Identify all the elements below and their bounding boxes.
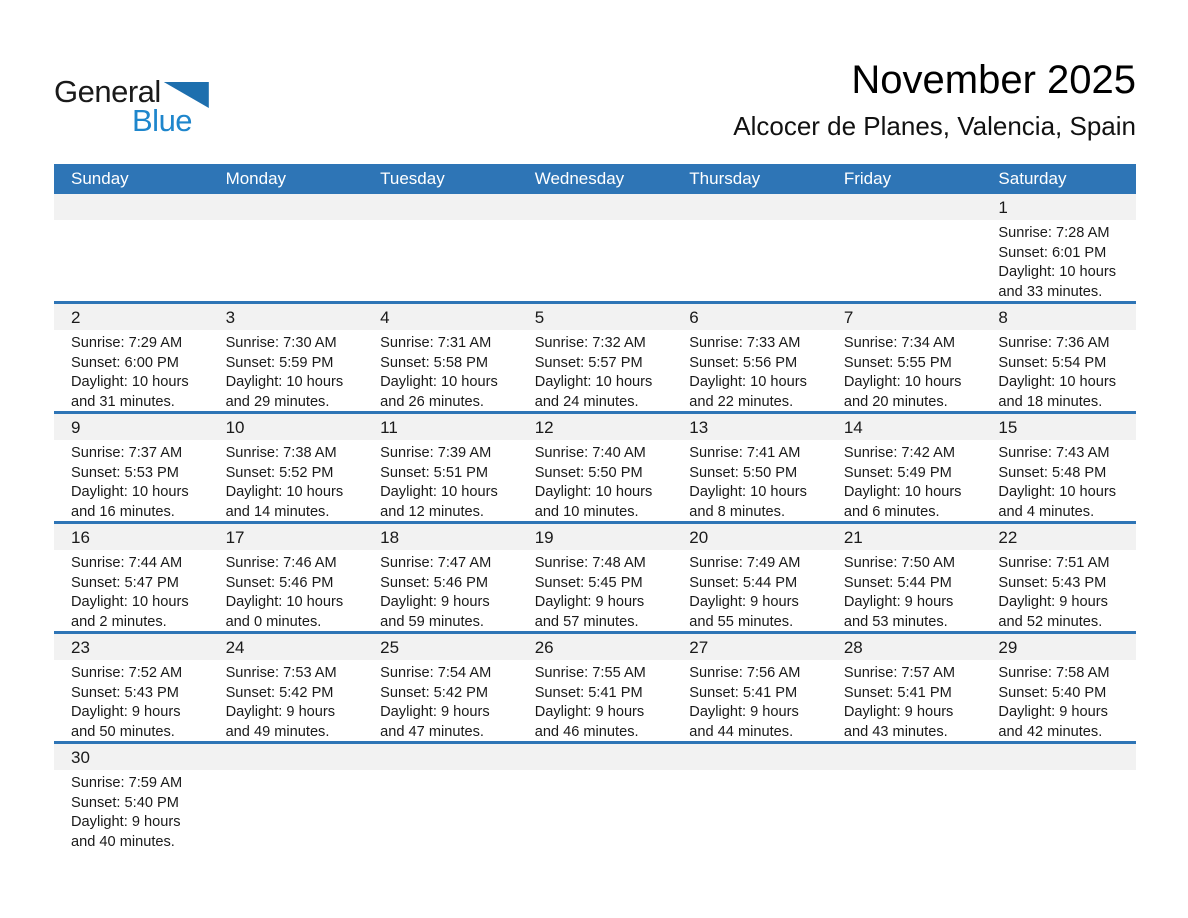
day-cell-27 bbox=[672, 634, 827, 741]
day-detail-line: and 26 minutes. bbox=[380, 393, 484, 410]
empty-cell bbox=[827, 194, 982, 301]
week-row-6 bbox=[54, 744, 1136, 854]
day-cell-6 bbox=[672, 304, 827, 411]
day-number: 12 bbox=[534, 418, 554, 437]
weekday-header-row bbox=[54, 164, 1136, 194]
day-detail-line: Sunset: 5:41 PM bbox=[534, 684, 643, 701]
day-detail-line: Sunset: 5:45 PM bbox=[534, 574, 643, 591]
day-detail-line: and 44 minutes. bbox=[689, 723, 794, 740]
day-detail-line: Daylight: 10 hours bbox=[225, 594, 344, 611]
day-detail-line: and 46 minutes. bbox=[534, 723, 639, 740]
day-number: 28 bbox=[843, 638, 863, 657]
day-detail-line: and 49 minutes. bbox=[225, 723, 330, 740]
day-detail-line: Sunset: 5:41 PM bbox=[689, 684, 798, 701]
day-detail-line: and 53 minutes. bbox=[843, 613, 948, 630]
day-number: 10 bbox=[225, 418, 245, 437]
day-detail-line: Sunset: 5:58 PM bbox=[380, 354, 489, 371]
logo-text-general: General bbox=[54, 74, 161, 109]
week-row-3 bbox=[54, 414, 1136, 524]
day-detail-line: Daylight: 10 hours bbox=[225, 484, 344, 501]
day-detail-line: Daylight: 10 hours bbox=[380, 484, 498, 501]
day-detail-line: Sunrise: 7:31 AM bbox=[380, 335, 492, 351]
day-detail-line: Sunrise: 7:39 AM bbox=[380, 445, 492, 461]
day-detail-line: Sunrise: 7:47 AM bbox=[380, 555, 492, 571]
day-cell-20 bbox=[672, 524, 827, 631]
day-detail-line: Sunrise: 7:30 AM bbox=[225, 335, 337, 351]
day-number: 24 bbox=[225, 638, 245, 657]
day-cell-7 bbox=[827, 304, 982, 411]
day-cell-11 bbox=[363, 414, 518, 521]
day-detail-line: Sunrise: 7:54 AM bbox=[380, 665, 492, 681]
day-cell-3 bbox=[209, 304, 364, 411]
day-cell-21 bbox=[827, 524, 982, 631]
day-detail-line: Daylight: 9 hours bbox=[998, 704, 1108, 721]
day-number: 9 bbox=[71, 418, 81, 437]
day-number: 15 bbox=[998, 418, 1018, 437]
day-detail-line: Sunset: 5:54 PM bbox=[998, 354, 1107, 371]
day-cell-10 bbox=[209, 414, 364, 521]
day-number: 1 bbox=[998, 198, 1008, 217]
day-detail-line: and 2 minutes. bbox=[71, 613, 167, 630]
day-cell-2 bbox=[54, 304, 209, 411]
day-detail-line: Sunrise: 7:34 AM bbox=[843, 335, 955, 351]
day-detail-line: Sunrise: 7:28 AM bbox=[998, 225, 1110, 241]
day-cell-29 bbox=[981, 634, 1136, 741]
day-number: 21 bbox=[843, 528, 863, 547]
day-detail-line: Sunset: 5:55 PM bbox=[843, 354, 952, 371]
empty-cell bbox=[981, 744, 1136, 854]
weekday-header-tuesday: Tuesday bbox=[380, 169, 445, 188]
day-detail-line: Daylight: 9 hours bbox=[843, 594, 954, 611]
day-detail-line: and 4 minutes. bbox=[998, 503, 1095, 520]
day-detail-line: and 42 minutes. bbox=[998, 723, 1103, 740]
day-detail-line: Sunset: 5:43 PM bbox=[71, 684, 179, 701]
empty-cell bbox=[518, 744, 673, 854]
day-detail-line: and 24 minutes. bbox=[534, 393, 639, 410]
day-cell-23 bbox=[54, 634, 209, 741]
day-detail-line: Sunset: 5:40 PM bbox=[71, 794, 179, 811]
day-number: 2 bbox=[71, 308, 81, 327]
day-detail-line: Daylight: 9 hours bbox=[380, 704, 490, 721]
empty-cell bbox=[209, 194, 364, 301]
day-detail-line: Daylight: 10 hours bbox=[534, 484, 653, 501]
day-detail-line: Sunrise: 7:51 AM bbox=[998, 555, 1110, 571]
day-detail-line: Daylight: 10 hours bbox=[534, 374, 653, 391]
day-detail-line: Sunset: 5:49 PM bbox=[843, 464, 952, 481]
empty-cell bbox=[827, 744, 982, 854]
day-detail-line: and 59 minutes. bbox=[380, 613, 484, 630]
day-number: 30 bbox=[71, 748, 90, 767]
day-detail-line: Sunset: 5:50 PM bbox=[689, 464, 798, 481]
day-detail-line: Sunset: 5:40 PM bbox=[998, 684, 1107, 701]
day-cell-28 bbox=[827, 634, 982, 741]
day-detail-line: Sunset: 5:41 PM bbox=[843, 684, 952, 701]
week-row-1 bbox=[54, 194, 1136, 304]
day-detail-line: and 22 minutes. bbox=[689, 393, 794, 410]
day-cell-8 bbox=[981, 304, 1136, 411]
day-detail-line: and 16 minutes. bbox=[71, 503, 175, 520]
day-detail-line: Sunset: 5:50 PM bbox=[534, 464, 643, 481]
day-detail-line: Sunrise: 7:32 AM bbox=[534, 335, 646, 351]
empty-cell bbox=[672, 194, 827, 301]
logo-text-blue: Blue bbox=[132, 103, 193, 138]
day-detail-line: Sunrise: 7:56 AM bbox=[689, 665, 801, 681]
day-number: 27 bbox=[689, 638, 709, 657]
day-detail-line: and 6 minutes. bbox=[843, 503, 940, 520]
day-detail-line: Daylight: 10 hours bbox=[998, 484, 1117, 501]
day-number: 22 bbox=[998, 528, 1018, 547]
day-detail-line: Sunrise: 7:44 AM bbox=[71, 555, 183, 571]
day-detail-line: Sunset: 5:43 PM bbox=[998, 574, 1107, 591]
title-block bbox=[733, 58, 1136, 142]
day-detail-line: Sunset: 5:44 PM bbox=[843, 574, 952, 591]
weeks-container bbox=[54, 194, 1136, 854]
week-row-5 bbox=[54, 634, 1136, 744]
day-detail-line: Daylight: 10 hours bbox=[998, 374, 1117, 391]
day-detail-line: Sunrise: 7:52 AM bbox=[71, 665, 183, 681]
day-number: 14 bbox=[843, 418, 863, 437]
day-detail-line: Sunrise: 7:55 AM bbox=[534, 665, 646, 681]
week-row-4 bbox=[54, 524, 1136, 634]
day-number: 3 bbox=[225, 308, 236, 327]
day-cell-24 bbox=[209, 634, 364, 741]
day-cell-19 bbox=[518, 524, 673, 631]
day-cell-22 bbox=[981, 524, 1136, 631]
day-detail-line: and 10 minutes. bbox=[534, 503, 639, 520]
day-detail-line: and 18 minutes. bbox=[998, 393, 1103, 410]
day-detail-line: Daylight: 10 hours bbox=[71, 484, 189, 501]
day-detail-line: Daylight: 9 hours bbox=[689, 594, 799, 611]
weekday-header-sunday: Sunday bbox=[71, 169, 129, 188]
day-cell-1 bbox=[981, 194, 1136, 301]
day-detail-line: Daylight: 9 hours bbox=[534, 704, 645, 721]
day-number: 17 bbox=[225, 528, 245, 547]
day-detail-line: Daylight: 9 hours bbox=[71, 814, 181, 831]
day-number: 26 bbox=[534, 638, 554, 657]
weekday-header-monday: Monday bbox=[225, 169, 287, 188]
day-detail-line: Sunrise: 7:58 AM bbox=[998, 665, 1110, 681]
week-row-2 bbox=[54, 304, 1136, 414]
day-detail-line: Daylight: 10 hours bbox=[380, 374, 498, 391]
empty-cell bbox=[363, 744, 518, 854]
day-cell-13 bbox=[672, 414, 827, 521]
day-detail-line: Daylight: 9 hours bbox=[534, 594, 645, 611]
day-detail-line: Daylight: 9 hours bbox=[225, 704, 336, 721]
day-detail-line: and 52 minutes. bbox=[998, 613, 1103, 630]
weekday-header-thursday: Thursday bbox=[689, 169, 761, 188]
day-detail-line: Sunset: 5:59 PM bbox=[225, 354, 334, 371]
day-detail-line: Daylight: 9 hours bbox=[71, 704, 181, 721]
day-detail-line: Daylight: 10 hours bbox=[998, 264, 1117, 281]
day-detail-line: Sunrise: 7:42 AM bbox=[843, 445, 955, 461]
day-detail-line: Daylight: 9 hours bbox=[998, 594, 1108, 611]
day-detail-line: Sunrise: 7:49 AM bbox=[689, 555, 801, 571]
day-cell-17 bbox=[209, 524, 364, 631]
day-detail-line: Sunset: 5:47 PM bbox=[71, 574, 179, 591]
day-detail-line: and 40 minutes. bbox=[71, 833, 175, 850]
day-detail-line: Daylight: 10 hours bbox=[225, 374, 344, 391]
location-subtitle: Alcocer de Planes, Valencia, Spain bbox=[733, 111, 1136, 141]
day-number: 20 bbox=[689, 528, 709, 547]
day-cell-18 bbox=[363, 524, 518, 631]
day-cell-12 bbox=[518, 414, 673, 521]
day-detail-line: Daylight: 9 hours bbox=[843, 704, 954, 721]
day-detail-line: Sunset: 5:53 PM bbox=[71, 464, 179, 481]
day-detail-line: Sunrise: 7:29 AM bbox=[71, 335, 183, 351]
calendar-table bbox=[54, 164, 1136, 854]
day-detail-line: Sunrise: 7:43 AM bbox=[998, 445, 1110, 461]
day-detail-line: and 0 minutes. bbox=[225, 613, 322, 630]
day-number: 7 bbox=[843, 308, 854, 327]
empty-cell bbox=[672, 744, 827, 854]
day-cell-25 bbox=[363, 634, 518, 741]
day-detail-line: Sunset: 6:01 PM bbox=[998, 244, 1107, 261]
empty-cell bbox=[54, 194, 209, 301]
day-number: 4 bbox=[380, 308, 390, 327]
day-detail-line: Sunrise: 7:48 AM bbox=[534, 555, 646, 571]
day-cell-4 bbox=[363, 304, 518, 411]
day-cell-15 bbox=[981, 414, 1136, 521]
day-number: 6 bbox=[689, 308, 699, 327]
day-detail-line: Sunset: 5:46 PM bbox=[380, 574, 489, 591]
day-detail-line: and 57 minutes. bbox=[534, 613, 639, 630]
day-number: 23 bbox=[71, 638, 90, 657]
day-detail-line: Daylight: 10 hours bbox=[71, 594, 189, 611]
day-detail-line: Sunset: 5:51 PM bbox=[380, 464, 489, 481]
day-detail-line: Sunrise: 7:40 AM bbox=[534, 445, 646, 461]
day-detail-line: Daylight: 9 hours bbox=[380, 594, 490, 611]
day-detail-line: Sunset: 5:48 PM bbox=[998, 464, 1107, 481]
day-detail-line: and 12 minutes. bbox=[380, 503, 484, 520]
empty-cell bbox=[209, 744, 364, 854]
day-detail-line: Sunrise: 7:33 AM bbox=[689, 335, 801, 351]
day-number: 11 bbox=[380, 418, 398, 437]
day-detail-line: Daylight: 10 hours bbox=[689, 374, 807, 391]
day-detail-line: Sunset: 5:57 PM bbox=[534, 354, 643, 371]
day-detail-line: Sunrise: 7:38 AM bbox=[225, 445, 337, 461]
day-detail-line: Sunset: 5:56 PM bbox=[689, 354, 798, 371]
day-detail-line: Sunrise: 7:41 AM bbox=[689, 445, 801, 461]
day-detail-line: Sunrise: 7:37 AM bbox=[71, 445, 183, 461]
day-detail-line: Sunrise: 7:36 AM bbox=[998, 335, 1110, 351]
day-detail-line: Sunrise: 7:59 AM bbox=[71, 775, 183, 791]
day-detail-line: and 14 minutes. bbox=[225, 503, 330, 520]
day-detail-line: and 29 minutes. bbox=[225, 393, 330, 410]
day-detail-line: Sunrise: 7:53 AM bbox=[225, 665, 337, 681]
weekday-header-friday: Friday bbox=[843, 169, 892, 188]
day-number: 19 bbox=[534, 528, 554, 547]
page-header bbox=[0, 0, 1188, 142]
day-number: 29 bbox=[998, 638, 1018, 657]
empty-cell bbox=[518, 194, 673, 301]
day-detail-line: and 50 minutes. bbox=[71, 723, 175, 740]
day-detail-line: Sunset: 6:00 PM bbox=[71, 354, 179, 371]
day-number: 25 bbox=[380, 638, 400, 657]
day-detail-line: and 47 minutes. bbox=[380, 723, 484, 740]
empty-cell bbox=[363, 194, 518, 301]
weekday-header-wednesday: Wednesday bbox=[534, 169, 625, 188]
day-detail-line: Daylight: 9 hours bbox=[689, 704, 799, 721]
day-detail-line: Sunset: 5:44 PM bbox=[689, 574, 798, 591]
day-detail-line: and 20 minutes. bbox=[843, 393, 948, 410]
day-cell-30 bbox=[54, 744, 209, 854]
day-detail-line: Daylight: 10 hours bbox=[843, 374, 962, 391]
general-blue-logo bbox=[54, 58, 209, 139]
day-number: 8 bbox=[998, 308, 1008, 327]
day-detail-line: Sunrise: 7:57 AM bbox=[843, 665, 955, 681]
day-detail-line: Daylight: 10 hours bbox=[689, 484, 807, 501]
day-detail-line: and 31 minutes. bbox=[71, 393, 175, 410]
day-detail-line: and 33 minutes. bbox=[998, 283, 1103, 300]
day-cell-9 bbox=[54, 414, 209, 521]
day-number: 5 bbox=[534, 308, 545, 327]
weekday-header-saturday: Saturday bbox=[998, 169, 1067, 188]
day-detail-line: Daylight: 10 hours bbox=[843, 484, 962, 501]
day-detail-line: Sunrise: 7:46 AM bbox=[225, 555, 337, 571]
day-detail-line: and 8 minutes. bbox=[689, 503, 786, 520]
day-cell-26 bbox=[518, 634, 673, 741]
day-number: 18 bbox=[380, 528, 400, 547]
day-detail-line: and 43 minutes. bbox=[843, 723, 948, 740]
day-cell-5 bbox=[518, 304, 673, 411]
day-detail-line: Sunset: 5:42 PM bbox=[380, 684, 489, 701]
day-cell-14 bbox=[827, 414, 982, 521]
day-detail-line: Sunset: 5:52 PM bbox=[225, 464, 334, 481]
day-detail-line: Sunset: 5:42 PM bbox=[225, 684, 334, 701]
day-detail-line: Daylight: 10 hours bbox=[71, 374, 189, 391]
day-number: 13 bbox=[689, 418, 709, 437]
month-title: November 2025 bbox=[851, 58, 1136, 102]
day-number: 16 bbox=[71, 528, 90, 547]
day-detail-line: Sunset: 5:46 PM bbox=[225, 574, 334, 591]
day-cell-16 bbox=[54, 524, 209, 631]
day-detail-line: and 55 minutes. bbox=[689, 613, 794, 630]
day-detail-line: Sunrise: 7:50 AM bbox=[843, 555, 955, 571]
